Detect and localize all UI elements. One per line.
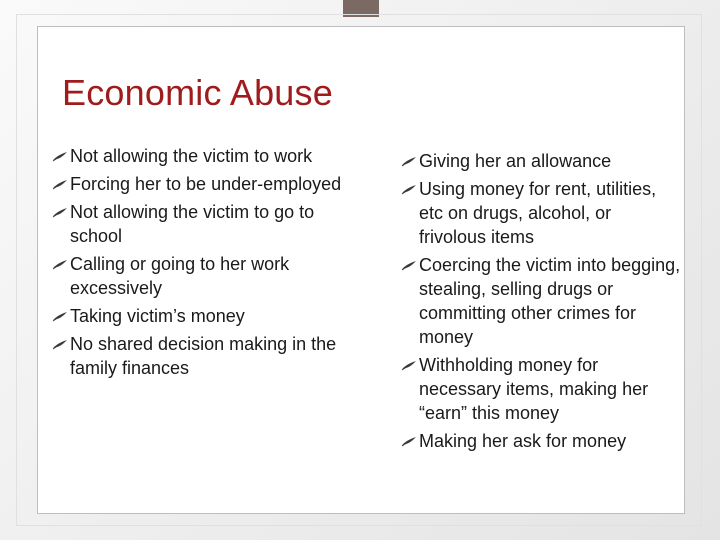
list-item bbox=[52, 200, 342, 248]
list-item bbox=[52, 252, 342, 300]
feather-bullet-icon bbox=[401, 260, 417, 271]
bullet-text: No shared decision making in the family finances bbox=[70, 334, 337, 378]
bullet-text: Calling or going to her work excessively bbox=[70, 254, 290, 298]
feather-bullet-icon bbox=[401, 184, 417, 195]
left-bullet-list bbox=[52, 144, 342, 384]
feather-bullet-icon bbox=[52, 207, 68, 218]
feather-bullet-icon bbox=[52, 259, 68, 270]
feather-bullet-icon bbox=[52, 339, 68, 350]
feather-bullet-icon bbox=[401, 436, 417, 447]
list-item bbox=[401, 429, 683, 453]
list-item bbox=[52, 332, 342, 380]
bullet-text: Giving her an allowance bbox=[419, 151, 612, 171]
bullet-text: Forcing her to be under-employed bbox=[70, 174, 342, 194]
slide-title: Economic Abuse bbox=[62, 72, 333, 113]
bullet-text: Taking victim’s money bbox=[70, 306, 245, 326]
feather-bullet-icon bbox=[401, 156, 417, 167]
feather-bullet-icon bbox=[52, 179, 68, 190]
feather-bullet-icon bbox=[52, 311, 68, 322]
list-item bbox=[401, 353, 683, 425]
feather-bullet-icon bbox=[52, 151, 68, 162]
right-bullet-list bbox=[401, 149, 683, 457]
list-item bbox=[52, 144, 342, 168]
bullet-text: Coercing the victim into begging, stealing, selling drugs or committing other crimes for money bbox=[419, 255, 681, 347]
bullet-text: Making her ask for money bbox=[419, 431, 627, 451]
bullet-text: Not allowing the victim to work bbox=[70, 146, 313, 166]
list-item bbox=[401, 177, 683, 249]
list-item bbox=[52, 172, 342, 196]
bullet-text: Using money for rent, utilities, etc on drugs, alcohol, or frivolous items bbox=[419, 179, 657, 247]
bullet-text: Not allowing the victim to go to school bbox=[70, 202, 315, 246]
list-item bbox=[401, 253, 683, 349]
list-item bbox=[52, 304, 342, 328]
list-item bbox=[401, 149, 683, 173]
feather-bullet-icon bbox=[401, 360, 417, 371]
bullet-text: Withholding money for necessary items, making her “earn” this money bbox=[419, 355, 649, 423]
